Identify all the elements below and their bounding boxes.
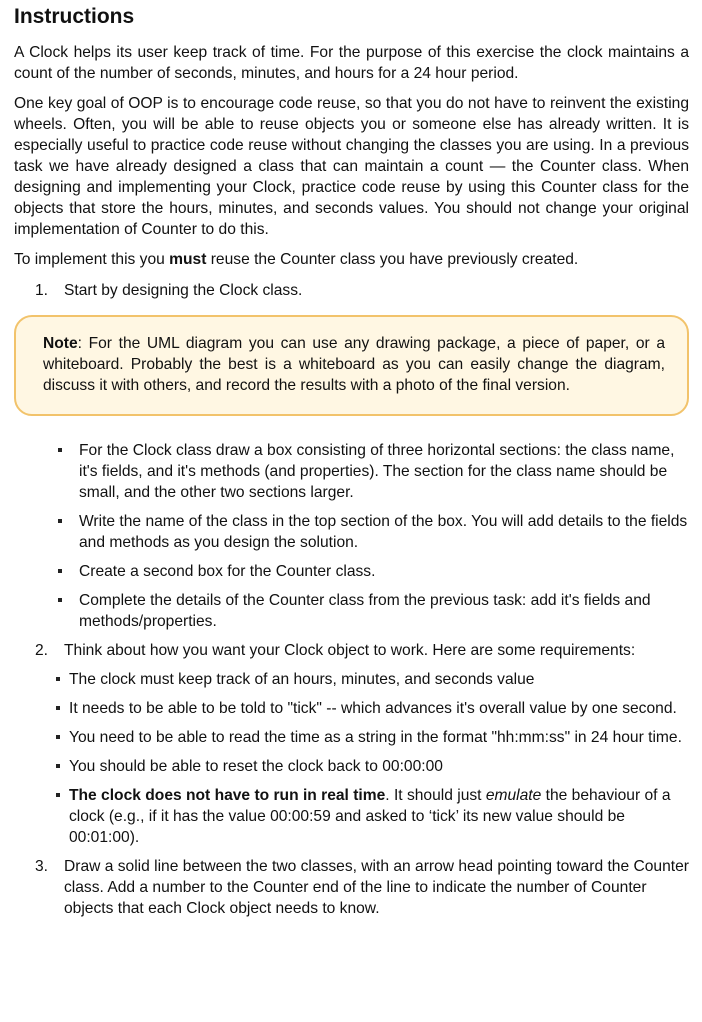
note-text: : For the UML diagram you can use any drawing package, a piece of paper, or a whiteboard. Probably the best is a whiteboard as you can easily change the diagram, discuss it with others, and record the results with a photo of the final version. bbox=[43, 335, 665, 394]
square-bullet-icon bbox=[56, 706, 60, 710]
must-emphasis: must bbox=[169, 251, 207, 268]
square-bullet-icon bbox=[58, 519, 62, 523]
code-reuse-paragraph: One key goal of OOP is to encourage code reuse, so that you do not have to reinvent the existing wheels. Often, you will be able to reuse objects you or someone else has already written. It is especially useful to practice code reuse without changing the classes you are using. In a previous task we have already designed a class that can maintain a count — the Counter class. When designing and implementing your Clock, practice code reuse by using this Counter class for the objects that store the hours, minutes, and seconds values. You should not change your original implementation of Counter to do this. bbox=[14, 95, 689, 238]
page-title: Instructions bbox=[14, 5, 135, 28]
step-2 bbox=[14, 640, 689, 661]
step-text: Think about how you want your Clock object to work. Here are some requirements: bbox=[64, 642, 636, 659]
step-1-bullets bbox=[14, 440, 689, 632]
step-text: Draw a solid line between the two classes, with an arrow head pointing toward the Counter class. Add a number to the Counter end of the line to indicate the number of Counter objects that each Clock object needs to know. bbox=[64, 858, 689, 917]
list-item: Write the name of the class in the top section of the box. You will add details to the fields and methods as you design the solution. bbox=[56, 511, 689, 553]
list-item: The clock does not have to run in real time. It should just emulate the behaviour of a clock (e.g., if it has the value 00:00:59 and asked to ‘tick’ its new value should be 00:01:00). bbox=[56, 785, 689, 848]
step-number: 2. bbox=[35, 642, 49, 659]
list-item: For the Clock class draw a box consisting of three horizontal sections: the class name, it's fields, and it's methods (and properties). The section for the class name should be small, and the other two sections larger. bbox=[56, 440, 689, 503]
step-1 bbox=[14, 280, 689, 301]
square-bullet-icon bbox=[58, 448, 62, 452]
step-text: Start by designing the Clock class. bbox=[64, 282, 303, 299]
note-label: Note bbox=[43, 335, 78, 352]
list-item: You should be able to reset the clock back to 00:00:00 bbox=[56, 756, 689, 777]
square-bullet-icon bbox=[56, 735, 60, 739]
list-item: Complete the details of the Counter class from the previous task: add it's fields and methods/properties. bbox=[56, 590, 689, 632]
list-item: It needs to be able to be told to "tick" -- which advances it's overall value by one second. bbox=[56, 698, 689, 719]
note-callout bbox=[14, 315, 689, 416]
list-item: Create a second box for the Counter class. bbox=[56, 561, 689, 582]
square-bullet-icon bbox=[58, 598, 62, 602]
step-number: 1. bbox=[35, 282, 49, 299]
step-number: 3. bbox=[35, 858, 49, 875]
square-bullet-icon bbox=[56, 793, 60, 797]
intro-paragraph: A Clock helps its user keep track of time. For the purpose of this exercise the clock maintains a count of the number of seconds, minutes, and hours for a 24 hour period. bbox=[14, 44, 689, 82]
step-2-bullets bbox=[14, 669, 689, 848]
list-item: The clock must keep track of an hours, minutes, and seconds value bbox=[56, 669, 689, 690]
must-reuse-paragraph: To implement this you must reuse the Counter class you have previously created. bbox=[14, 251, 579, 268]
emulate-emphasis: emulate bbox=[485, 787, 542, 804]
real-time-emphasis: The clock does not have to run in real time bbox=[69, 787, 386, 804]
square-bullet-icon bbox=[56, 764, 60, 768]
square-bullet-icon bbox=[56, 677, 60, 681]
list-item: You need to be able to read the time as a string in the format "hh:mm:ss" in 24 hour time. bbox=[56, 727, 689, 748]
step-3 bbox=[14, 856, 689, 919]
square-bullet-icon bbox=[58, 569, 62, 573]
